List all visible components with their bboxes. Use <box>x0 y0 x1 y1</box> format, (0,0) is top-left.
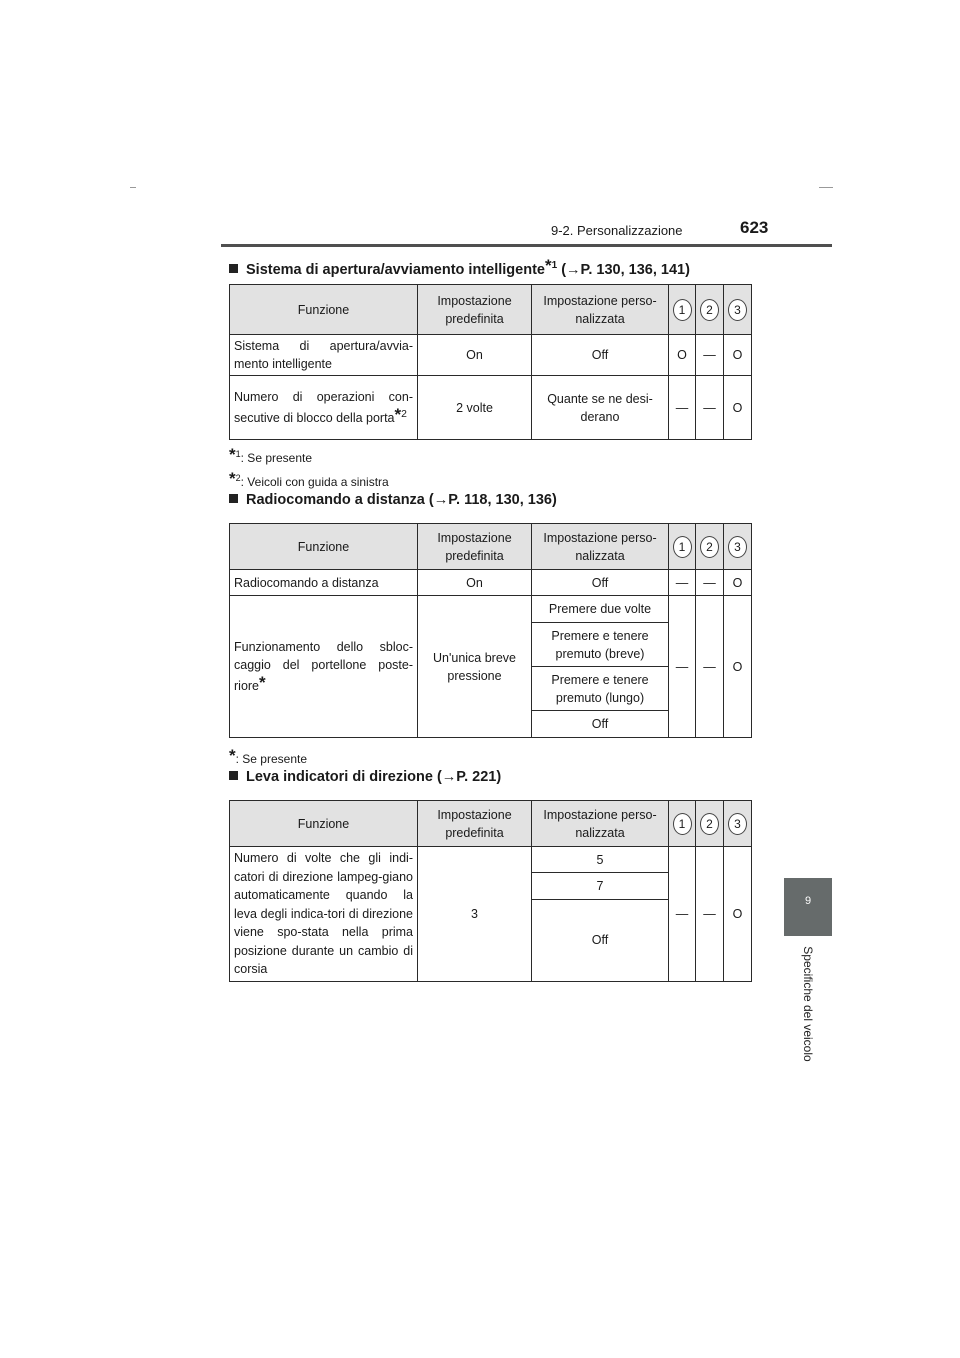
cell-1: — <box>669 847 696 982</box>
col-header-2: 2 <box>696 285 724 335</box>
col-header-custom: Impostazione perso-nalizzata <box>532 524 669 570</box>
chapter-number: 9 <box>804 895 812 907</box>
chapter-label: Specifiche del veicolo <box>801 946 815 1062</box>
col-header-3: 3 <box>724 524 752 570</box>
bullet-square-icon <box>229 494 238 503</box>
cell-default: On <box>418 570 532 596</box>
cell-custom-option: Premere e tenere premuto (lungo) <box>532 667 669 711</box>
col-header-default: Impostazione predefinita <box>418 285 532 335</box>
cell-function: Sistema di apertura/avvia-mento intelligente <box>230 335 418 376</box>
cell-2: — <box>696 596 724 738</box>
cell-function: Numero di volte che gli indi-catori di direzione lampeg-giano automaticamente quando la leva degli indica-tori di direzione viene spo-stata nella prima posizione durante un cambio di corsia <box>230 847 418 982</box>
table-row <box>230 596 752 623</box>
cell-default: On <box>418 335 532 376</box>
cell-3: O <box>724 376 752 440</box>
header-rule <box>221 244 832 247</box>
cell-custom-option: Premere due volte <box>532 596 669 623</box>
cell-3: O <box>724 570 752 596</box>
cell-custom: Quante se ne desi-derano <box>532 376 669 440</box>
bullet-square-icon <box>229 264 238 273</box>
cell-1: O <box>669 335 696 376</box>
cell-2: — <box>696 570 724 596</box>
table-row <box>230 376 752 440</box>
cell-1: — <box>669 376 696 440</box>
cell-1: — <box>669 596 696 738</box>
col-header-1: 1 <box>669 285 696 335</box>
table-row <box>230 847 752 873</box>
table-row <box>230 335 752 376</box>
table-row <box>230 570 752 596</box>
footnote-2: $^{*2}$: Veicoli con guida a sinistra <box>229 469 389 489</box>
footnote-star-icon: * <box>229 746 236 765</box>
crop-mark-right <box>819 187 833 188</box>
cell-custom-option: Off <box>532 711 669 738</box>
cell-custom: Off <box>532 335 669 376</box>
col-header-2: 2 <box>696 524 724 570</box>
table-header-row <box>230 285 752 335</box>
col-header-function: Funzione <box>230 285 418 335</box>
col-header-3: 3 <box>724 801 752 847</box>
cell-3: O <box>724 335 752 376</box>
page-reference: (→P. 118, 130, 136) <box>428 492 557 508</box>
cell-custom-option: 5 <box>532 847 669 873</box>
footnote-star: *: Se presente <box>229 746 308 766</box>
col-header-default: Impostazione predefinita <box>418 801 532 847</box>
col-header-2: 2 <box>696 801 724 847</box>
cell-2: — <box>696 376 724 440</box>
cell-function: Radiocomando a distanza <box>230 570 418 596</box>
page-reference: (→P. 221) <box>436 769 502 785</box>
col-header-function: Funzione <box>230 524 418 570</box>
crop-mark-left <box>130 187 136 188</box>
cell-custom-option: Premere e tenere premuto (breve) <box>532 623 669 667</box>
col-header-3: 3 <box>724 285 752 335</box>
col-header-function: Funzione <box>230 801 418 847</box>
col-header-1: 1 <box>669 801 696 847</box>
table-header-row <box>230 801 752 847</box>
table-header-row <box>230 524 752 570</box>
footnote-star-icon: * <box>259 672 266 692</box>
col-header-custom: Impostazione perso-nalizzata <box>532 801 669 847</box>
footnote-star-icon: * <box>544 256 552 275</box>
cell-custom-option: 7 <box>532 873 669 899</box>
col-header-1: 1 <box>669 524 696 570</box>
cell-custom-option: Off <box>532 899 669 981</box>
cell-default: 3 <box>418 847 532 982</box>
cell-default: 2 volte <box>418 376 532 440</box>
section-title-remote-control: Radiocomando a distanza (→P. 118, 130, 136) <box>229 492 557 508</box>
cell-function: Numero di operazioni con-secutive di blocco della porta$^{*2}$ <box>230 376 418 440</box>
section-title-turn-signal-lever: Leva indicatori di direzione (→P. 221) <box>229 769 501 785</box>
cell-2: — <box>696 335 724 376</box>
footnote-star-icon: * <box>394 404 402 424</box>
chapter-tab <box>784 878 832 936</box>
page-reference: (→P. 130, 136, 141) <box>561 261 690 278</box>
cell-2: — <box>696 847 724 982</box>
col-header-custom: Impostazione perso-nalizzata <box>532 285 669 335</box>
settings-table-remote-control <box>229 523 752 738</box>
cell-3: O <box>724 596 752 738</box>
col-header-default: Impostazione predefinita <box>418 524 532 570</box>
settings-table-smart-entry <box>229 284 752 440</box>
cell-custom: Off <box>532 570 669 596</box>
footnote-star-icon: * <box>229 469 236 488</box>
footnote-1: $^{*1}$: Se presente <box>229 445 313 465</box>
bullet-square-icon <box>229 771 238 780</box>
page-number: 623 <box>740 218 769 237</box>
running-header-section: 9-2. Personalizzazione <box>551 223 683 238</box>
cell-1: — <box>669 570 696 596</box>
cell-default: Un'unica breve pressione <box>418 596 532 738</box>
cell-3: O <box>724 847 752 982</box>
section-title-smart-entry: Sistema di apertura/avviamento intelligente$^{*1}$ (→P. 130, 136, 141) <box>229 256 690 278</box>
settings-table-turn-signal <box>229 800 752 982</box>
cell-function: Funzionamento dello sbloc-caggio del portellone poste-riore* <box>230 596 418 738</box>
footnote-star-icon: * <box>229 445 236 464</box>
